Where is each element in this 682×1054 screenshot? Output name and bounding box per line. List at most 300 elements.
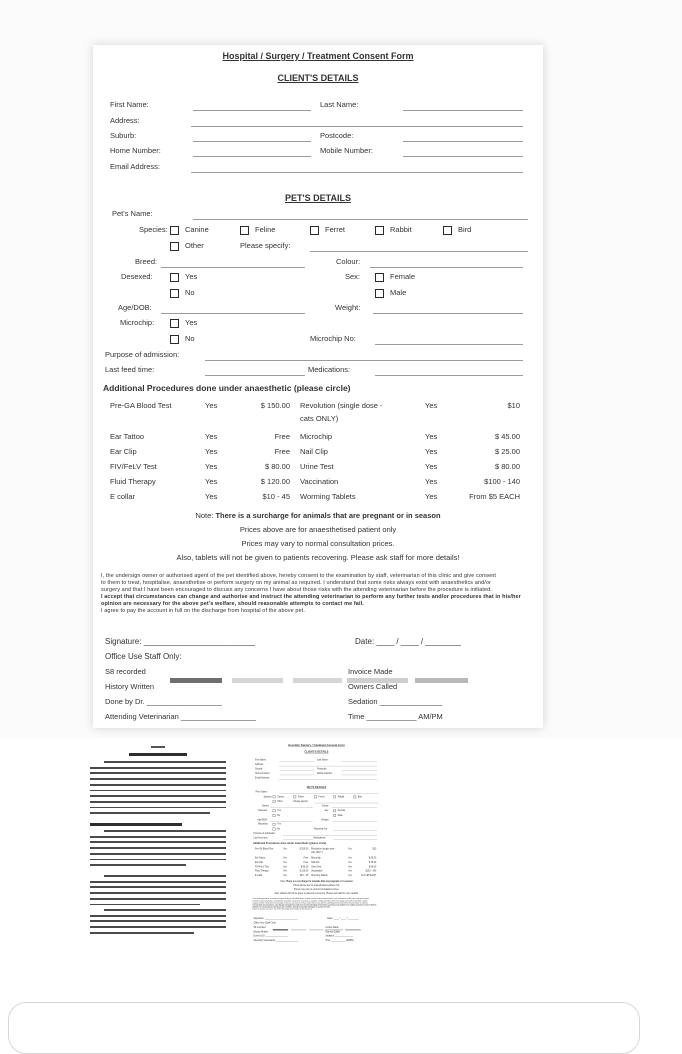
- done-by-label: Done by Dr. __________________: [105, 697, 222, 706]
- pet-details-heading: PET'S DETAILS: [306, 785, 327, 789]
- weight-blank: [373, 303, 523, 314]
- microchip-number-label: Microchip No:: [310, 334, 356, 343]
- checkbox-rabbit: [333, 795, 336, 798]
- age-dob-blank: [270, 818, 313, 821]
- procedure-yes: Yes: [283, 847, 287, 850]
- procedure-yes: Yes: [205, 432, 218, 441]
- redaction-bar-medium: [415, 678, 468, 683]
- procedure-yes: Yes: [283, 860, 287, 864]
- thumbnail-text-line: [104, 875, 226, 877]
- home-number-label: Home Number:: [110, 146, 161, 155]
- email-blank: [279, 777, 377, 780]
- checkbox-other: [273, 800, 276, 803]
- last-feed-blank: [283, 837, 313, 840]
- postcode-blank: [403, 131, 523, 142]
- note-line-4: Also, tablets will not be given to patients recovering. Please ask staff for more details!: [176, 553, 460, 562]
- procedure-price: $ 25.00: [494, 447, 520, 456]
- disclaimer-line: I, the undersign owner or authorised agent of the pet identified above, hereby consent to the examination by staff, veterinarian of this clinic and give consent: [101, 573, 497, 579]
- thumbnail-text-line: [90, 784, 226, 786]
- procedure-yes: Yes: [348, 847, 352, 850]
- checkbox-rabbit: [375, 226, 384, 235]
- colour-blank: [370, 257, 523, 268]
- procedure-price: Free: [274, 432, 290, 441]
- mobile-number-label: Mobile Number:: [317, 771, 333, 775]
- mobile-number-blank: [342, 772, 377, 775]
- postcode-label: Postcode:: [320, 131, 354, 140]
- thumbnail-text-line: [90, 932, 194, 934]
- redaction-bar-light: [293, 678, 342, 683]
- sex-male-label: Male: [390, 288, 407, 297]
- pet-name-blank: [193, 209, 528, 220]
- procedure-price: Free: [303, 856, 309, 860]
- microchip-label: Microchip:: [257, 822, 269, 826]
- disclaimer-line: opinion are necessary for the above pet's welfare, should reasonable attempts to contact me fail.: [101, 601, 364, 607]
- species-bird-label: Bird: [458, 225, 472, 234]
- date-label: Date: ____ / ____ / ________: [327, 916, 359, 920]
- species-rabbit-label: Rabbit: [390, 225, 412, 234]
- office-use-label: Office Use Staff Only:: [253, 921, 277, 925]
- client-details-heading: CLIENT'S DETAILS: [277, 73, 359, 83]
- checkbox-microchip-no: [170, 335, 179, 344]
- checkbox-ferret: [310, 226, 319, 235]
- note-line-1: [93, 511, 543, 520]
- procedure-name-cont: cats ONLY): [300, 414, 339, 423]
- procedure-name: E collar: [110, 492, 136, 501]
- weight-label: Weight:: [321, 818, 329, 821]
- last-name-blank: [342, 758, 377, 761]
- procedure-yes: Yes: [205, 401, 218, 410]
- checkbox-bird: [353, 795, 356, 798]
- s8-recorded-label: S8 recorded: [105, 667, 146, 676]
- disclaimer-line: I accept that circumstances can change and authorise and instruct the attending veterinarian to perform any further tests and/or procedures that in his/her: [252, 904, 377, 907]
- procedure-name: Ear Clip: [110, 447, 137, 456]
- note-line-3: Prices may vary to normal consultation prices.: [241, 539, 395, 548]
- checkbox-desexed-no: [170, 289, 179, 298]
- procedure-name: Pre-GA Blood Test: [255, 847, 274, 850]
- first-name-blank: [280, 758, 315, 761]
- thumbnail-text-line: [90, 778, 226, 780]
- signature-label: Signature: _________________________: [105, 637, 255, 646]
- desexed-no-label: No: [277, 813, 281, 817]
- procedure-price: $ 45.00: [494, 432, 520, 441]
- suburb-blank: [193, 131, 311, 142]
- thumbnail-text-line: [90, 915, 226, 917]
- sex-label: Sex:: [345, 272, 361, 281]
- species-label: Species:: [139, 225, 168, 234]
- thumbnail-text-line: [104, 909, 226, 911]
- client-details-heading: CLIENT'S DETAILS: [304, 750, 329, 754]
- disclaimer-line: to them to treat, hospitalise, anaesthetise or perform surgery on my animal as required. I understand that some risks always exist with anaesthetics and/or: [252, 900, 368, 902]
- sex-female-label: Female: [337, 809, 346, 812]
- procedure-yes: Yes: [348, 856, 352, 860]
- species-label: Species:: [263, 795, 273, 798]
- procedure-yes: Yes: [425, 447, 438, 456]
- disclaimer-line: opinion are necessary for the above pet's welfare, should reasonable attempts to contact me fail.: [252, 906, 331, 909]
- invoice-made-label: Invoice Made: [348, 667, 393, 676]
- medications-blank: [375, 365, 523, 376]
- checkbox-feline: [240, 226, 249, 235]
- date-label: Date: ____ / ____ / ________: [355, 637, 461, 646]
- note-line-1: [250, 880, 383, 883]
- sex-label: Sex:: [324, 809, 329, 812]
- weight-label: Weight:: [335, 303, 361, 312]
- postcode-label: Postcode:: [317, 767, 327, 771]
- procedures-heading: Additional Procedures done under anaesthetic (please circle): [103, 383, 351, 393]
- note-label: Note:: [195, 511, 214, 520]
- sedation-label: Sedation _______________: [348, 697, 443, 706]
- s8-recorded-label: S8 recorded: [253, 925, 266, 929]
- species-canine-label: Canine: [185, 225, 209, 234]
- procedure-price: From $5 EACH: [469, 492, 520, 501]
- procedure-name: Nail Clip: [300, 447, 328, 456]
- procedure-name: E collar: [255, 874, 263, 877]
- thumbnail-page-text[interactable]: [84, 742, 232, 938]
- procedure-price: $10 - 45: [262, 492, 290, 501]
- checkbox-microchip-no: [273, 828, 276, 831]
- procedure-name: Fluid Therapy: [255, 869, 269, 873]
- species-other-label: Other: [277, 799, 283, 803]
- breed-blank: [270, 805, 313, 808]
- thumbnail-text-line: [90, 767, 226, 769]
- checkbox-bird: [443, 226, 452, 235]
- desexed-yes-label: Yes: [277, 809, 281, 812]
- please-specify-label: Please specify:: [240, 241, 291, 250]
- procedure-yes: Yes: [283, 874, 287, 877]
- procedure-price: From $5 EACH: [361, 874, 377, 877]
- thumbnail-text-line: [90, 812, 210, 814]
- procedure-name: Ear Clip: [255, 860, 263, 864]
- checkbox-desexed-yes: [273, 809, 276, 812]
- procedure-yes: Yes: [425, 432, 438, 441]
- suburb-blank: [280, 767, 315, 770]
- species-other-label: Other: [185, 241, 204, 250]
- thumbnail-text-line: [90, 898, 226, 900]
- procedure-yes: Yes: [283, 865, 287, 868]
- checkbox-microchip-yes: [273, 823, 276, 826]
- disclaimer-line: to them to treat, hospitalise, anaesthetise or perform surgery on my animal as required. I understand that some risks always exist with anaesthetics and/or: [101, 580, 491, 586]
- colour-label: Colour:: [336, 257, 361, 266]
- email-label: Email Address:: [255, 776, 270, 780]
- thumbnail-text-line: [90, 795, 226, 797]
- owners-called-label: Owners Called: [348, 682, 398, 691]
- disclaimer-line: I, the undersign owner or authorised agent of the pet identified above, hereby consent to the examination by staff, veterinarian of this clinic and give consent: [252, 898, 370, 900]
- procedure-yes: Yes: [425, 462, 438, 471]
- sex-female-label: Female: [390, 272, 416, 281]
- attending-vet-label: Attending Veterinarian __________________: [253, 939, 299, 942]
- form-title: Hospital / Surgery / Treatment Consent Form: [222, 51, 414, 61]
- procedure-yes: Yes: [205, 462, 218, 471]
- home-number-blank: [280, 772, 315, 775]
- sedation-label: Sedation _______________: [325, 934, 354, 938]
- specify-blank: [314, 800, 378, 803]
- breed-blank: [161, 257, 305, 268]
- thumbnail-text-line: [90, 836, 226, 838]
- procedure-name: Urine Test: [311, 865, 322, 868]
- breed-label: Breed:: [135, 257, 158, 266]
- checkbox-feline: [293, 795, 296, 798]
- procedure-name-cont: cats ONLY): [311, 851, 323, 854]
- pet-details-heading: PET'S DETAILS: [285, 193, 351, 203]
- invoice-made-label: Invoice Made: [325, 925, 339, 929]
- species-ferret-label: Ferret: [325, 225, 346, 234]
- thumbnail-text-line: [90, 853, 226, 855]
- procedure-name: Worming Tablets: [300, 492, 356, 501]
- procedure-yes: Yes: [205, 492, 218, 501]
- procedure-name: FIV/FeLV Test: [110, 462, 157, 471]
- address-label: Address:: [110, 116, 140, 125]
- first-name-label: First Name:: [255, 758, 267, 761]
- last-feed-blank: [205, 365, 305, 376]
- checkbox-microchip-yes: [170, 319, 179, 328]
- procedure-price: $10 - 45: [300, 874, 309, 877]
- checkbox-desexed-yes: [170, 273, 179, 282]
- please-specify-label: Please specify:: [293, 799, 309, 803]
- species-bird-label: Bird: [357, 795, 362, 798]
- home-number-label: Home Number:: [255, 771, 271, 775]
- colour-blank: [332, 805, 377, 808]
- procedure-name: Vaccination: [300, 477, 339, 486]
- thumbnail-text-line: [90, 772, 226, 774]
- thumbnail-page-form[interactable]: [250, 742, 385, 942]
- procedure-name: Pre-GA Blood Test: [110, 401, 172, 410]
- checkbox-canine: [273, 795, 276, 798]
- procedure-name: Revolution (single dose -: [300, 401, 383, 410]
- note-bold-text: There is a surcharge for animals that are pregnant or in season: [215, 511, 441, 520]
- first-name-label: First Name:: [110, 100, 149, 109]
- disclaimer-line: I accept that circumstances can change and authorise and instruct the attending veterinarian to perform any further tests and/or procedures that in his/her: [101, 594, 521, 600]
- pet-name-blank: [280, 790, 379, 793]
- species-rabbit-label: Rabbit: [337, 795, 345, 798]
- note-line-3: Prices may vary to normal consultation prices.: [293, 887, 340, 891]
- procedure-price: $100 - 140: [484, 477, 520, 486]
- first-name-blank: [193, 100, 311, 111]
- thumbnail-text-line: [104, 761, 226, 763]
- thumbnail-text-line: [90, 790, 226, 792]
- purpose-label: Purpose of admission:: [105, 350, 180, 359]
- pet-name-label: Pet's Name:: [112, 209, 153, 218]
- time-label: Time ____________ AM/PM: [348, 712, 443, 721]
- redaction-bar-medium: [345, 929, 361, 930]
- procedure-yes: Yes: [283, 869, 287, 873]
- procedure-name: Vaccination: [311, 869, 323, 873]
- procedure-yes: Yes: [348, 860, 352, 864]
- purpose-blank: [283, 832, 377, 835]
- procedure-yes: Yes: [283, 856, 287, 860]
- procedure-price: $10: [507, 401, 520, 410]
- thumbnail-text-line: [90, 920, 226, 922]
- email-blank: [191, 162, 523, 173]
- thumbnail-text-line: [90, 807, 226, 809]
- species-canine-label: Canine: [277, 795, 285, 798]
- procedure-name: Ear Tattoo: [255, 856, 266, 860]
- procedure-price: $ 45.00: [368, 856, 377, 860]
- thumbnail-text-line: [90, 841, 226, 843]
- postcode-blank: [342, 767, 377, 770]
- pet-name-label: Pet's Name:: [255, 790, 268, 794]
- disclaimer-line: I agree to pay the account in full on the discharge from hospital of the above pet.: [252, 908, 313, 911]
- thumbnail-text-line: [90, 864, 186, 866]
- redaction-bar-dark: [170, 678, 222, 683]
- procedure-name: Microchip: [311, 856, 321, 860]
- disclaimer-line: surgery and that I have been encouraged to discuss any concerns I have about those risks with the attending veterinarian before the procedure is initiated.: [101, 587, 492, 593]
- weight-blank: [333, 818, 377, 821]
- desexed-label: Desexed:: [258, 809, 268, 812]
- procedure-yes: Yes: [348, 869, 352, 873]
- last-feed-label: Last feed time:: [105, 365, 155, 374]
- redaction-bar-light: [309, 929, 323, 930]
- home-number-blank: [193, 146, 311, 157]
- note-line-4: Also, tablets will not be given to patients recovering. Please ask staff for more details!: [274, 892, 359, 895]
- procedure-yes: Yes: [425, 401, 438, 410]
- procedure-price: Free: [303, 860, 309, 864]
- colour-label: Colour:: [321, 804, 329, 808]
- form-title: Hospital / Surgery / Treatment Consent Form: [288, 743, 345, 747]
- procedure-name: Worming Tablets: [311, 874, 328, 877]
- procedures-heading: Additional Procedures done under anaesthetic (please circle): [252, 841, 327, 845]
- address-blank: [279, 763, 377, 766]
- procedure-price: $ 80.00: [368, 865, 377, 868]
- note-line-2: Prices above are for anaesthetised patient only: [293, 883, 340, 887]
- thumbnail-text-line: [90, 823, 182, 826]
- species-feline-label: Feline: [255, 225, 276, 234]
- time-label: Time ____________ AM/PM: [325, 939, 354, 942]
- email-label: Email Address:: [110, 162, 161, 171]
- procedure-price: $ 120.00: [299, 869, 309, 873]
- microchip-number-blank: [375, 334, 523, 345]
- purpose-label: Purpose of admission:: [253, 832, 276, 835]
- checkbox-desexed-no: [273, 814, 276, 817]
- thumbnail-text-line: [90, 892, 226, 894]
- redaction-bar-light: [291, 929, 306, 930]
- procedure-yes: Yes: [425, 477, 438, 486]
- thumbnail-text-line: [90, 859, 226, 861]
- attending-vet-label: Attending Veterinarian __________________: [105, 712, 256, 721]
- history-written-label: History Written: [105, 682, 155, 691]
- checkbox-canine: [170, 226, 179, 235]
- thumbnail-text-line: [90, 926, 226, 928]
- procedure-name: Fluid Therapy: [110, 477, 156, 486]
- redaction-bar-light: [232, 678, 283, 683]
- thumbnail-text-line: [90, 847, 226, 849]
- procedure-price: $ 150.00: [299, 847, 309, 850]
- signature-label: Signature: _________________________: [253, 916, 298, 920]
- microchip-no-label: No: [277, 827, 281, 831]
- breed-label: Breed:: [262, 804, 269, 808]
- message-input[interactable]: [8, 1002, 640, 1054]
- checkbox-other: [170, 242, 179, 251]
- done-by-label: Done by Dr. __________________: [253, 934, 289, 938]
- note-bold-text: There is a surcharge for animals that are pregnant or in season: [286, 879, 353, 883]
- procedure-price: $10: [372, 847, 377, 850]
- procedure-name: Revolution (single dose -: [311, 847, 336, 850]
- history-written-label: History Written: [253, 930, 269, 933]
- thumbnail-text-line: [90, 886, 226, 888]
- procedure-price: $100 - 140: [365, 869, 377, 873]
- procedure-yes: Yes: [348, 865, 352, 868]
- procedure-name: Ear Tattoo: [110, 432, 145, 441]
- thumbnail-text-line: [90, 881, 226, 883]
- owners-called-label: Owners Called: [325, 930, 340, 933]
- office-use-label: Office Use Staff Only:: [105, 652, 182, 661]
- checkbox-female: [375, 273, 384, 282]
- mobile-number-blank: [403, 146, 523, 157]
- desexed-no-label: No: [185, 288, 195, 297]
- note-label: Note:: [280, 879, 286, 883]
- disclaimer-line: surgery and that I have been encouraged to discuss any concerns I have about those risks with the attending veterinarian before the procedure is initiated.: [252, 902, 368, 904]
- medications-blank: [333, 837, 377, 840]
- consent-form-page: [93, 45, 543, 728]
- redaction-bar-dark: [273, 929, 288, 930]
- thumbnail-text-line: [129, 753, 187, 756]
- age-dob-label: Age/DOB:: [118, 303, 152, 312]
- suburb-label: Suburb:: [110, 131, 137, 140]
- procedure-price: $ 80.00: [494, 462, 520, 471]
- sex-male-label: Male: [337, 813, 343, 817]
- procedure-yes: Yes: [348, 874, 352, 877]
- microchip-number-blank: [333, 827, 377, 830]
- microchip-label: Microchip:: [120, 318, 155, 327]
- suburb-label: Suburb:: [255, 767, 263, 771]
- checkbox-male: [375, 289, 384, 298]
- note-line-2: Prices above are for anaesthetised patient only: [239, 525, 397, 534]
- age-dob-label: Age/DOB:: [257, 818, 268, 821]
- procedure-price: $ 150.00: [260, 401, 290, 410]
- microchip-no-label: No: [185, 334, 195, 343]
- procedure-yes: Yes: [205, 447, 218, 456]
- purpose-blank: [205, 350, 523, 361]
- address-label: Address:: [255, 762, 264, 766]
- thumbnail-text-line: [104, 830, 226, 832]
- last-name-label: Last Name:: [317, 758, 329, 761]
- checkbox-female: [333, 809, 336, 812]
- procedure-yes: Yes: [425, 492, 438, 501]
- checkbox-male: [333, 814, 336, 817]
- procedure-name: Nail Clip: [311, 860, 320, 864]
- medications-label: Medications:: [313, 836, 326, 840]
- procedure-yes: Yes: [205, 477, 218, 486]
- address-blank: [191, 116, 523, 127]
- microchip-yes-label: Yes: [277, 822, 281, 826]
- microchip-number-label: Microchip No:: [314, 827, 328, 831]
- medications-label: Medications:: [308, 365, 351, 374]
- thumbnail-text-line: [90, 904, 200, 906]
- procedure-price: $ 80.00: [300, 865, 309, 868]
- species-feline-label: Feline: [297, 795, 304, 798]
- specify-blank: [310, 241, 528, 252]
- age-dob-blank: [161, 303, 305, 314]
- procedure-price: $ 120.00: [260, 477, 290, 486]
- mobile-number-label: Mobile Number:: [320, 146, 373, 155]
- procedure-name: Microchip: [300, 432, 333, 441]
- checkbox-ferret: [314, 795, 317, 798]
- last-name-label: Last Name:: [320, 100, 359, 109]
- procedure-name: FIV/FeLV Test: [255, 865, 269, 868]
- thumbnail-text-line: [151, 746, 165, 748]
- procedure-price: $ 25.00: [368, 860, 377, 864]
- last-feed-label: Last feed time:: [253, 836, 269, 840]
- disclaimer-line: I agree to pay the account in full on the discharge from hospital of the above pet.: [101, 608, 305, 614]
- species-ferret-label: Ferret: [318, 795, 325, 798]
- consent-form-page: [250, 742, 383, 944]
- procedure-price: Free: [274, 447, 290, 456]
- microchip-yes-label: Yes: [185, 318, 198, 327]
- desexed-yes-label: Yes: [185, 272, 198, 281]
- procedure-name: Urine Test: [300, 462, 334, 471]
- thumbnail-text-line: [90, 801, 226, 803]
- procedure-price: $ 80.00: [264, 462, 290, 471]
- last-name-blank: [403, 100, 523, 111]
- desexed-label: Desexed:: [121, 272, 153, 281]
